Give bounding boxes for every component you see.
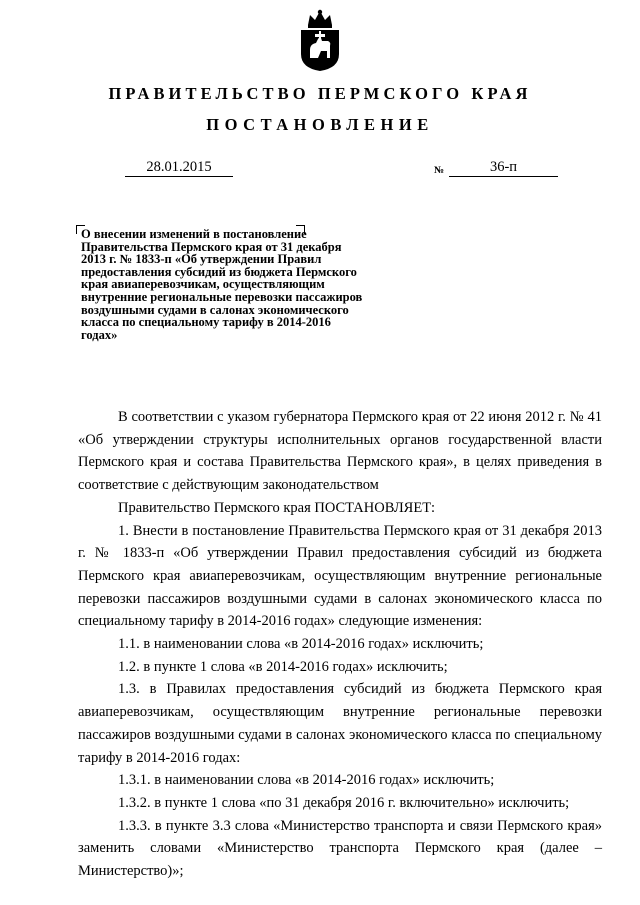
clause-1-3: 1.3. в Правилах предоставления субсидий из бюджета Пермского края авиаперевозчикам, осуществляющим внутренние региональные перевозки пассажиров воздушными судами в салонах экономического класса по специальному тарифу в 2014-2016 годах:: [78, 681, 602, 766]
clause-1-3-3: 1.3.3. в пункте 3.3 слова «Министерство транспорта и связи Пермского края» заменить словами «Министерство транспорта Пермского края (далее – Министерство)»;: [78, 817, 602, 880]
resolution-paragraph: Правительство Пермского края ПОСТАНОВЛЯЕТ:: [118, 499, 436, 516]
clause-1-2: 1.2. в пункте 1 слова «в 2014-2016 годах» исключить;: [118, 658, 448, 675]
document-type: ПОСТАНОВЛЕНИЕ: [206, 115, 434, 134]
clause-1-1: 1.1. в наименовании слова «в 2014-2016 годах» исключить;: [118, 636, 484, 653]
clause-1-3-2: 1.3.2. в пункте 1 слова «по 31 декабря 2016 г. включительно» исключить;: [118, 794, 570, 811]
document-number: 36-п: [449, 159, 558, 177]
number-sign: №: [434, 165, 445, 176]
coat-of-arms-icon: [297, 8, 343, 72]
organization-title: ПРАВИТЕЛЬСТВО ПЕРМСКОГО КРАЯ: [108, 84, 532, 103]
clause-1: 1. Внести в постановление Правительства Пермского края от 31 декабря 2013 г. № 1833-п «Об утверждении Правил предоставления субсидий из бюджета Пермского края авиаперевозчикам, осуществляющим внутренние региональные перевозки пассажиров воздушными судами в салонах экономического класса по специальному тарифу в 2014-2016 годах» следующие изменения:: [78, 522, 602, 630]
document-body: [78, 406, 602, 883]
document-subject: О внесении изменений в постановление Правительства Пермского края от 31 декабря 2013 г. № 1833-п «Об утверждении Правил предоставления субсидий из бюджета Пермского края авиаперевозчикам, осуществляющим внутренние региональные перевозки пассажиров воздушными судами в салонах экономического класса по специальному тарифу в 2014-2016 годах»: [81, 227, 363, 342]
preamble-paragraph: В соответствии с указом губернатора Пермского края от 22 июня 2012 г. № 41 «Об утверждении структуры исполнительных органов государственной власти Пермского края и состава Правительства Пермского края», в целях приведения в соответствие с действующим законодательством: [78, 409, 602, 494]
clause-1-3-1: 1.3.1. в наименовании слова «в 2014-2016 годах» исключить;: [118, 772, 495, 789]
document-date: 28.01.2015: [125, 159, 233, 177]
